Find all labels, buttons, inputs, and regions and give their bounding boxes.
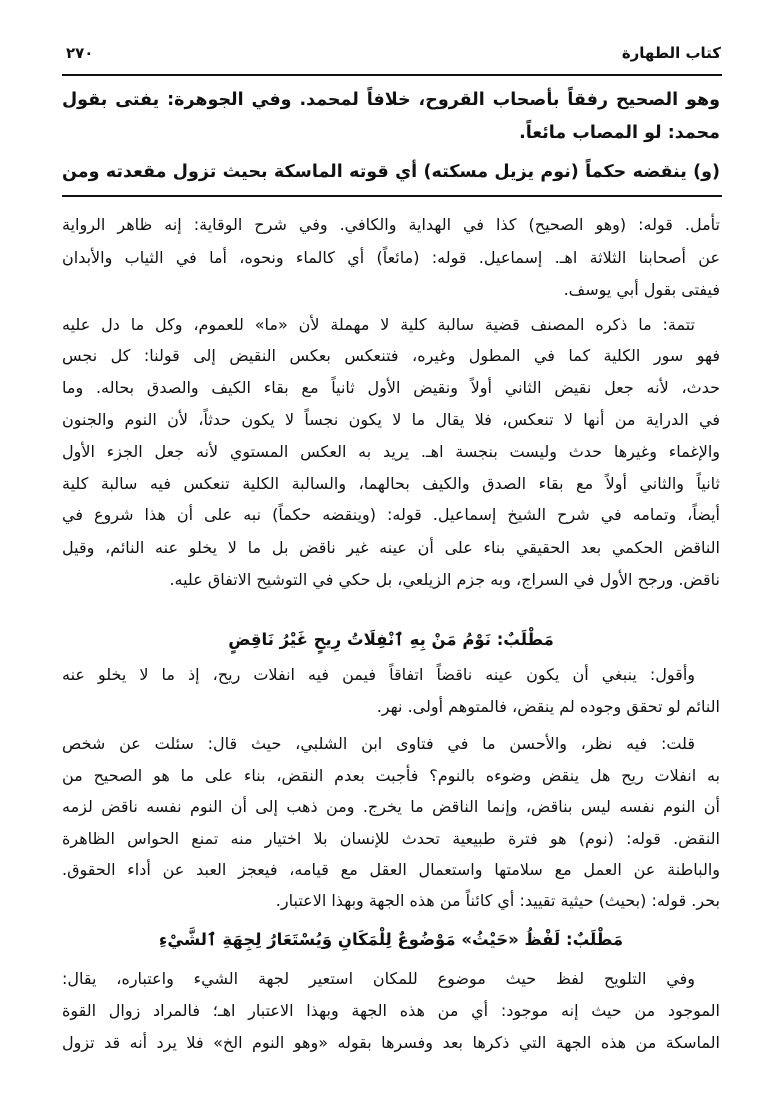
main-text-line: محمد: لو المصاب مائعاً.	[519, 123, 720, 143]
commentary-line: والإغماء وغيرها حدث وليست بنجسة اهـ. يريد به العكس المستوي لأنه جعل الجزء الأول	[62, 442, 720, 461]
commentary-line: الموجود من حيث إنه موجود: أي من هذه الجهة وبهذا الاعتبار اهـ؛ فالمراد زوال القوة	[62, 1001, 720, 1020]
commentary-line: بحر. قوله: (بحيث) حيثية تقييد: أي كائناً من هذه الجهة وبهذا الاعتبار.	[275, 891, 720, 910]
commentary-line: الناقض الحكمي بعد الحقيقي بناء على أن عينه غير ناقض بل ما لا يخلو عنه النائم، وقيل	[62, 538, 720, 557]
section-heading: مَطْلَبٌ: لَفْظُ «حَيْثُ» مَوْضُوعٌ لِلْمَكَانِ وَيُسْتَعَارُ لِجِهَةِ ٱلشَّيْءِ	[158, 930, 624, 949]
commentary-line: وفي التلويح لفظ حيث موضوع للمكان استعير لجهة الشيء واعتباره، يقال:	[62, 969, 695, 988]
commentary-line: ثانياً والثاني أولاً مع بقاء الصدق والكيف بحالهما، والسالبة الكلية تنعكس فيه سالبة كلية	[62, 474, 720, 493]
commentary-line: النائم لو تحقق وجوده لم ينقض، فالمتوهم أولى. نهر.	[376, 697, 720, 716]
main-text-divider	[62, 195, 722, 197]
commentary-line: عن أصحابنا الثلاثة اهـ. إسماعيل. قوله: (مائعاً) أي كالماء ونحوه، أما في الثياب والأبدان	[62, 248, 720, 267]
commentary-line: حدث، لأنه جعل نقيض الثاني أولاً ونقيض الأول ثانياً مع بقاء الكيف والصدق بحاله. وما	[62, 378, 720, 397]
commentary-line: فهو سور الكلية كما في المطول وغيره، فتنعكس بعكس النقيض إلى قولنا: كل نجس	[62, 346, 720, 365]
commentary-line: تتمة: ما ذكره المصنف قضية سالبة كلية لا مهملة لأن «ما» للعموم، وكل ما دل عليه	[62, 315, 695, 334]
commentary-line: به انفلات ريح هل ينقض وضوءه بالنوم؟ فأجبت بعدم النقض، بناء على ما هو الصحيح من	[62, 766, 720, 785]
commentary-line: أن النوم نفسه ليس بناقض، وإنما الناقض ما يخرج. ومن ذهب إلى أن النوم نفسه ناقض لزمه	[62, 797, 720, 816]
commentary-line: والباطنة عن العمل مع سلامتها واستعمال العقل مع قيامه، فيعجز العبد عن أداء الحقوق.	[62, 860, 720, 879]
header-rule	[62, 74, 722, 76]
commentary-line: فيفتى بقول أبي يوسف.	[563, 280, 720, 299]
commentary-line: أيضاً، وتمامه في شرح الشيخ إسماعيل. قوله: (وينقضه حكماً) نبه على أن هذا شروع في	[62, 505, 720, 524]
commentary-line: الماسكة من هذه الجهة التي ذكرها بعد وفسرها بقوله «وهو النوم الخ» فلا يرد أنه قد تزول	[62, 1033, 720, 1052]
commentary-line: النقض. قوله: (نوم) هو فترة طبيعية تحدث للإنسان بلا اختيار منه تمنع الحواس الظاهرة	[62, 829, 720, 848]
section-heading: مَطْلَبٌ: نَوْمُ مَنْ بِهِ ٱنْفِلَاتُ رِيحٍ غَيْرُ نَاقِضٍ	[228, 630, 554, 649]
running-title: كتاب الطهارة	[621, 44, 721, 62]
commentary-line: ناقض. ورجح الأول في السراج، وبه جزم الزيلعي، بل حكي في التوشيح الاتفاق عليه.	[169, 570, 720, 589]
main-text-line: وهو الصحيح رفقاً بأصحاب القروح، خلافاً لمحمد. وفي الجوهرة: يفتى بقول	[62, 90, 720, 110]
commentary-line: تأمل. قوله: (وهو الصحيح) كذا في الهداية والكافي. وفي شرح الوقاية: إنه ظاهر الرواية	[62, 215, 720, 234]
commentary-line: وأقول: ينبغي أن يكون عينه ناقضاً اتفاقاً فيمن فيه انفلات ريح، إذ ما لا يخلو عنه	[62, 665, 695, 684]
page-number: ٢٧٠	[66, 44, 94, 62]
commentary-line: في الدراية من أنها لا تنعكس، فلا يقال ما لا يكون نجساً لا يكون حدثاً، لأن النوم والجنون	[62, 410, 720, 429]
main-text-line: (و) ينقضه حكماً (نوم يزيل مسكته) أي قوته الماسكة بحيث تزول مقعدته ومن	[62, 162, 720, 182]
commentary-line: قلت: فيه نظر، والأحسن ما في فتاوى ابن الشلبي، حيث قال: سئلت عن شخص	[62, 734, 695, 753]
